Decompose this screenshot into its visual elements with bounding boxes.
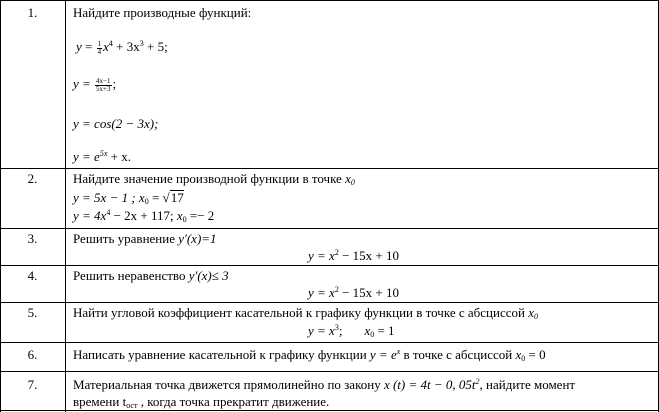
formula: y = $\frac{4x-1}{5x+3}$ ; xyxy=(73,76,117,93)
formula: y = 5x − 1 ; $x_0 = √17$ xyxy=(73,190,184,206)
row-divider xyxy=(0,168,659,169)
row-number: 1. xyxy=(27,5,38,20)
row-number: 2. xyxy=(27,171,38,186)
formula: y = $\frac{1}{4}$ $x^4 + 3x^3 + 5$; xyxy=(76,39,168,56)
table-border-top xyxy=(0,0,659,1)
row-number: 5. xyxy=(27,305,38,320)
row-number: 7. xyxy=(27,377,38,392)
task-text: Решить уравнение y′(x)=1 xyxy=(73,231,217,246)
formula: $y = x^2 - 15x + 10$ xyxy=(308,248,399,263)
formula: $y = x^2 - 15x + 10$ xyxy=(308,285,399,300)
row-number: 3. xyxy=(27,231,38,246)
task-text: Решить неравенство y′(x)≤ 3 xyxy=(73,268,229,283)
table-border-bottom xyxy=(0,410,659,411)
row-divider xyxy=(0,228,659,229)
row-number: 6. xyxy=(27,347,38,362)
task-text: времени $t_{ост}$ , когда точка прекратит движение. xyxy=(73,394,330,410)
formula: y = cos(2 − 3x); xyxy=(73,116,159,131)
formula: $y = e^{5x} + x$. xyxy=(73,149,131,164)
row-number: 4. xyxy=(27,268,38,283)
task-text: Найти угловой коэффициент касательной к графику функции в точке с абсциссой $x_0$ xyxy=(73,305,538,321)
task-text: Материальная точка движется прямолинейно по закону x (t) = 4t − 0, $05t^2$, найдите момент xyxy=(73,377,576,392)
task-text: Написать уравнение касательной к графику функции $y = e^x$ в точке с абсциссой $x_0 = 0$ xyxy=(73,347,546,363)
row-divider xyxy=(0,342,659,343)
row-divider xyxy=(0,265,659,266)
row-divider xyxy=(0,371,659,372)
task-text: Найдите значение производной функции в точке $x_0$ xyxy=(73,171,355,187)
row-divider xyxy=(0,302,659,303)
formula: $y = x^3$; $x_0 = 1$ xyxy=(308,323,395,339)
task-text: Найдите производные функций: xyxy=(73,5,252,20)
formula: $y = 4x^4 - 2x + 117$; $x_0 =- 2$ xyxy=(73,208,215,224)
column-divider xyxy=(65,0,66,412)
